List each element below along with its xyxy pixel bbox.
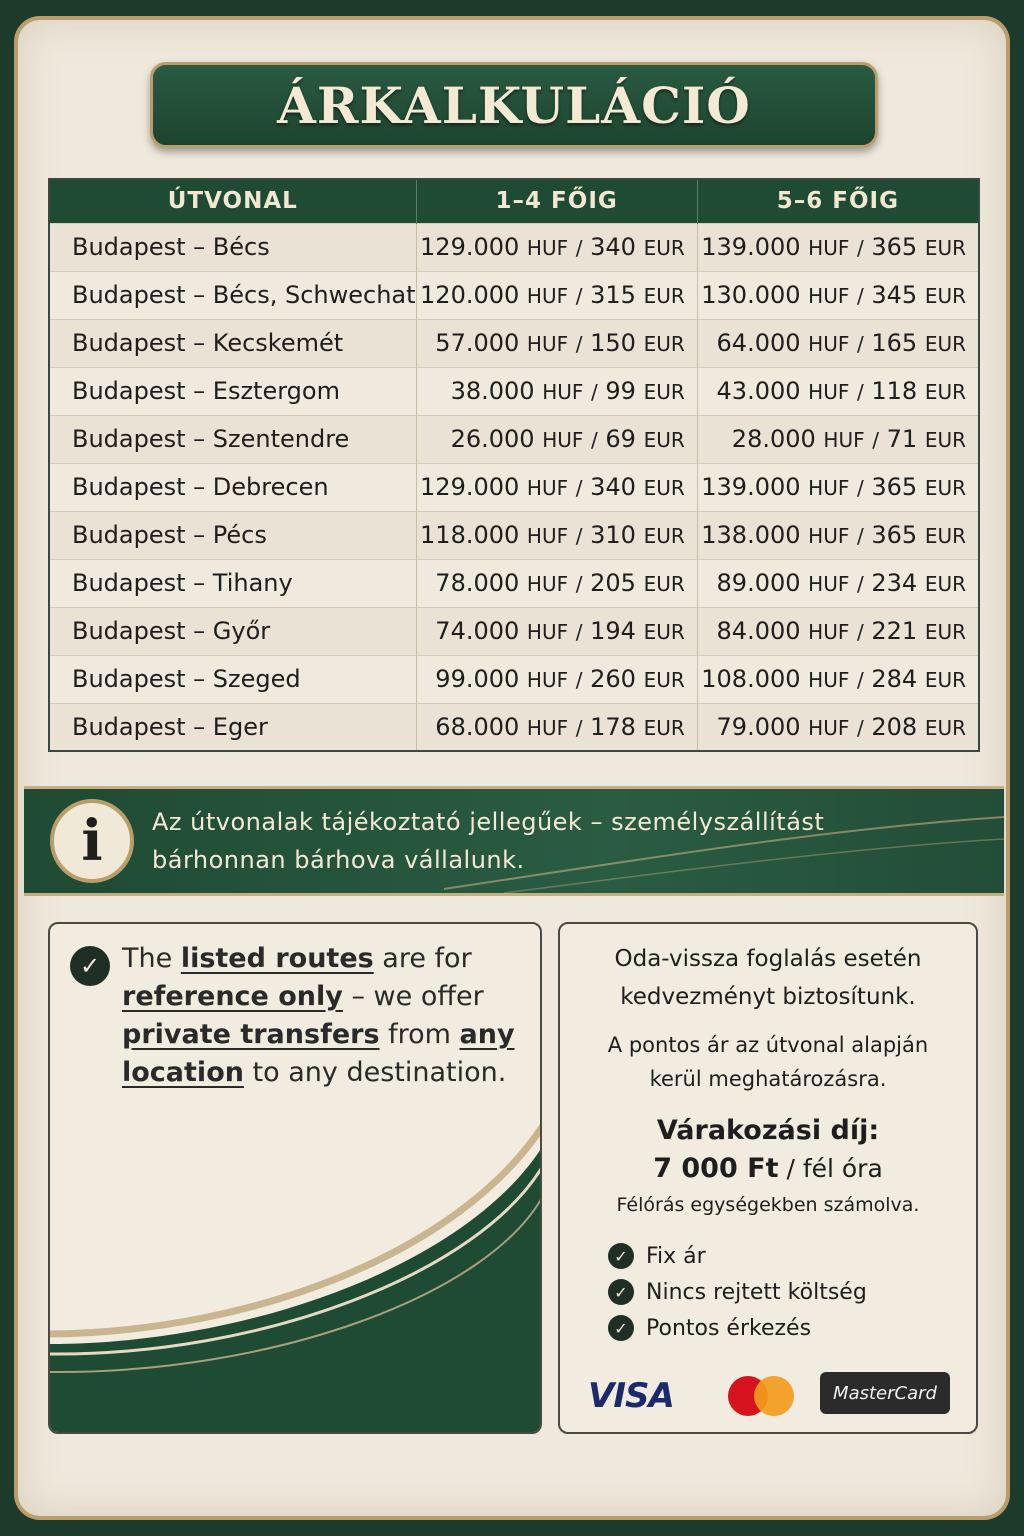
huf-value: 130.000	[701, 281, 801, 309]
list-item	[608, 1274, 867, 1310]
huf-unit: HUF	[526, 620, 569, 644]
route-cell: Budapest – Bécs	[49, 223, 416, 271]
eur-unit: EUR	[924, 476, 966, 500]
eur-unit: EUR	[643, 380, 685, 404]
price-separator: /	[856, 236, 864, 260]
huf-value: 79.000	[716, 712, 801, 741]
eur-value: 284	[871, 665, 918, 693]
waiting-fee-title: Várakozási díj:	[656, 1115, 880, 1146]
table-body	[49, 223, 979, 751]
price-1-4-cell	[416, 415, 697, 463]
reference-note-text	[122, 940, 522, 1092]
table-row	[49, 511, 979, 559]
huf-value: 120.000	[420, 281, 520, 309]
discount-note	[560, 940, 976, 1016]
note-highlight-private-transfers: private transfers	[122, 1019, 380, 1050]
table-row	[49, 415, 979, 463]
price-separator: /	[575, 236, 583, 260]
info-icon: i	[50, 799, 134, 883]
price-5-6-cell	[697, 271, 979, 319]
table-row	[49, 559, 979, 607]
huf-value: 89.000	[716, 569, 801, 597]
price-separator: /	[856, 668, 864, 692]
page-title: ÁRKALKULÁCIÓ	[277, 75, 751, 135]
price-1-4-cell	[416, 271, 697, 319]
price-line-2: kerül meghatározásra.	[649, 1067, 887, 1091]
eur-unit: EUR	[643, 620, 685, 644]
info-banner	[24, 786, 1004, 896]
table-row	[49, 463, 979, 511]
eur-value: 71	[886, 425, 918, 453]
price-1-4-cell	[416, 511, 697, 559]
table-row	[49, 607, 979, 655]
route-cell: Budapest – Tihany	[49, 559, 416, 607]
price-separator: /	[856, 380, 864, 404]
price-1-4-cell	[416, 703, 697, 751]
price-1-4-cell	[416, 223, 697, 271]
huf-unit: HUF	[808, 476, 850, 500]
route-cell: Budapest – Kecskemét	[49, 319, 416, 367]
huf-unit: HUF	[526, 572, 569, 596]
price-card	[14, 16, 1010, 1520]
price-1-4-cell	[416, 463, 697, 511]
table-row	[49, 319, 979, 367]
check-icon: ✓	[608, 1243, 634, 1269]
benefit-label: Nincs rejtett költség	[646, 1279, 867, 1305]
waiting-fee-unit: / fél óra	[778, 1154, 883, 1183]
price-table	[48, 178, 980, 752]
eur-value: 260	[590, 665, 636, 693]
eur-unit: EUR	[643, 284, 685, 308]
huf-value: 139.000	[701, 233, 801, 261]
check-icon: ✓	[608, 1315, 634, 1341]
price-separator: /	[575, 332, 583, 356]
eur-value: 205	[590, 569, 636, 597]
huf-value: 28.000	[731, 425, 816, 453]
table-header-row	[49, 179, 979, 223]
price-separator: /	[575, 284, 583, 308]
route-cell: Budapest – Bécs, Schwechat	[49, 271, 416, 319]
eur-value: 221	[871, 617, 918, 645]
list-item	[608, 1310, 867, 1346]
eur-unit: EUR	[643, 476, 685, 500]
route-cell: Budapest – Győr	[49, 607, 416, 655]
note-highlight-any-location: any location	[122, 1019, 515, 1088]
price-separator: /	[575, 620, 583, 644]
eur-unit: EUR	[924, 524, 966, 548]
eur-unit: EUR	[643, 332, 685, 356]
discount-line-2: kedvezményt biztosítunk.	[620, 984, 916, 1010]
eur-value: 234	[871, 569, 918, 597]
huf-unit: HUF	[808, 284, 850, 308]
route-cell: Budapest – Szeged	[49, 655, 416, 703]
huf-value: 26.000	[450, 425, 535, 453]
price-separator: /	[856, 284, 864, 308]
eur-value: 99	[605, 377, 636, 405]
eur-unit: EUR	[924, 236, 966, 260]
huf-unit: HUF	[808, 668, 850, 692]
route-cell: Budapest – Debrecen	[49, 463, 416, 511]
price-5-6-cell	[697, 319, 979, 367]
huf-unit: HUF	[542, 428, 584, 452]
huf-unit: HUF	[526, 284, 569, 308]
info-line-2: bárhonnan bárhova vállalunk.	[152, 846, 525, 874]
price-separator: /	[856, 524, 864, 548]
price-5-6-cell	[697, 607, 979, 655]
waiting-fee-amount	[560, 1150, 976, 1188]
price-separator: /	[591, 428, 598, 452]
eur-unit: EUR	[924, 668, 966, 692]
route-cell: Budapest – Esztergom	[49, 367, 416, 415]
price-1-4-cell	[416, 655, 697, 703]
price-separator: /	[872, 428, 879, 452]
eur-value: 315	[590, 281, 636, 309]
huf-value: 64.000	[716, 329, 801, 357]
check-icon: ✓	[70, 946, 110, 986]
benefit-label: Fix ár	[646, 1243, 706, 1269]
huf-value: 68.000	[435, 712, 520, 741]
huf-value: 78.000	[435, 569, 520, 597]
note-highlight-reference-only: reference only	[122, 981, 343, 1012]
huf-value: 129.000	[420, 233, 520, 261]
huf-value: 84.000	[716, 617, 801, 645]
huf-value: 57.000	[435, 329, 520, 357]
table-row	[49, 271, 979, 319]
header-5-6-persons: 5–6 FŐIG	[697, 179, 979, 223]
payment-logos	[588, 1372, 948, 1416]
list-item	[608, 1238, 867, 1274]
huf-value: 108.000	[701, 665, 801, 693]
eur-value: 345	[871, 281, 918, 309]
price-5-6-cell	[697, 415, 979, 463]
huf-unit: HUF	[808, 620, 850, 644]
eur-unit: EUR	[643, 428, 685, 452]
price-line-1: A pontos ár az útvonal alapján	[607, 1033, 929, 1057]
huf-value: 99.000	[435, 665, 520, 693]
price-1-4-cell	[416, 607, 697, 655]
price-separator: /	[856, 715, 864, 740]
header-1-4-persons: 1–4 FŐIG	[416, 179, 697, 223]
table-row	[49, 223, 979, 271]
huf-unit: HUF	[808, 715, 850, 740]
mastercard-badge: MasterCard	[820, 1372, 950, 1414]
huf-value: 129.000	[420, 473, 520, 501]
mastercard-circles-icon	[728, 1376, 798, 1416]
huf-unit: HUF	[526, 476, 569, 500]
route-cell: Budapest – Eger	[49, 703, 416, 751]
info-line-1: Az útvonalak tájékoztató jellegűek – személyszállítást	[152, 808, 825, 836]
price-separator: /	[575, 715, 583, 740]
eur-unit: EUR	[643, 524, 685, 548]
eur-value: 165	[871, 329, 918, 357]
huf-value: 38.000	[450, 377, 535, 405]
price-separator: /	[575, 668, 583, 692]
eur-unit: EUR	[924, 715, 966, 740]
huf-unit: HUF	[823, 428, 865, 452]
price-5-6-cell	[697, 223, 979, 271]
waiting-fee-value: 7 000 Ft	[653, 1153, 779, 1184]
note-text-4: from	[379, 1019, 460, 1050]
eur-unit: EUR	[924, 428, 966, 452]
eur-value: 69	[605, 425, 636, 453]
huf-unit: HUF	[808, 380, 850, 404]
note-text-1: The	[122, 943, 181, 974]
info-text	[152, 803, 824, 879]
reference-note-box	[48, 922, 542, 1434]
huf-value: 139.000	[701, 473, 801, 501]
visa-logo: VISA	[588, 1376, 674, 1416]
check-icon: ✓	[608, 1279, 634, 1305]
eur-unit: EUR	[643, 572, 685, 596]
price-separator: /	[856, 572, 864, 596]
eur-value: 150	[590, 329, 636, 357]
table-row	[49, 655, 979, 703]
eur-unit: EUR	[924, 284, 966, 308]
eur-unit: EUR	[924, 332, 966, 356]
note-text-2: are for	[373, 943, 472, 974]
note-text-5: to any destination.	[243, 1057, 507, 1088]
eur-value: 340	[590, 473, 636, 501]
price-1-4-cell	[416, 319, 697, 367]
huf-unit: HUF	[526, 236, 569, 260]
benefit-label: Pontos érkezés	[646, 1315, 812, 1341]
price-5-6-cell	[697, 703, 979, 751]
price-separator: /	[856, 620, 864, 644]
huf-value: 43.000	[716, 377, 801, 405]
huf-unit: HUF	[808, 236, 850, 260]
header-route: ÚTVONAL	[49, 179, 416, 223]
route-cell: Budapest – Pécs	[49, 511, 416, 559]
price-5-6-cell	[697, 367, 979, 415]
title-banner	[150, 62, 878, 148]
eur-value: 365	[871, 473, 918, 501]
eur-unit: EUR	[643, 715, 685, 740]
eur-value: 194	[590, 617, 636, 645]
eur-unit: EUR	[924, 380, 966, 404]
price-5-6-cell	[697, 511, 979, 559]
price-5-6-cell	[697, 655, 979, 703]
price-separator: /	[575, 476, 583, 500]
huf-unit: HUF	[526, 715, 569, 740]
eur-unit: EUR	[924, 620, 966, 644]
price-note	[560, 1028, 976, 1096]
huf-value: 118.000	[420, 521, 520, 549]
eur-value: 340	[590, 233, 636, 261]
huf-unit: HUF	[808, 572, 850, 596]
details-box	[558, 922, 978, 1434]
table-row	[49, 703, 979, 751]
price-5-6-cell	[697, 559, 979, 607]
huf-unit: HUF	[526, 668, 569, 692]
eur-value: 118	[871, 377, 918, 405]
huf-value: 74.000	[435, 617, 520, 645]
eur-value: 365	[871, 521, 918, 549]
huf-unit: HUF	[808, 332, 850, 356]
eur-unit: EUR	[643, 236, 685, 260]
eur-value: 178	[590, 712, 636, 741]
eur-value: 208	[871, 712, 918, 741]
eur-unit: EUR	[643, 668, 685, 692]
eur-value: 310	[590, 521, 636, 549]
route-cell: Budapest – Szentendre	[49, 415, 416, 463]
note-highlight-listed-routes: listed routes	[180, 943, 374, 974]
eur-unit: EUR	[924, 572, 966, 596]
eur-value: 365	[871, 233, 918, 261]
table-row	[49, 367, 979, 415]
price-1-4-cell	[416, 367, 697, 415]
huf-value: 138.000	[701, 521, 801, 549]
huf-unit: HUF	[526, 524, 569, 548]
price-separator: /	[575, 524, 583, 548]
waiting-fee-note: Félórás egységekben számolva.	[616, 1194, 920, 1216]
price-5-6-cell	[697, 463, 979, 511]
note-text-3: – we offer	[342, 981, 484, 1012]
huf-unit: HUF	[808, 524, 850, 548]
huf-unit: HUF	[526, 332, 569, 356]
price-separator: /	[575, 572, 583, 596]
benefit-list	[608, 1238, 867, 1346]
discount-line-1: Oda-vissza foglalás esetén	[614, 946, 922, 972]
price-separator: /	[591, 380, 598, 404]
price-separator: /	[856, 476, 864, 500]
price-separator: /	[856, 332, 864, 356]
huf-unit: HUF	[542, 380, 584, 404]
price-1-4-cell	[416, 559, 697, 607]
